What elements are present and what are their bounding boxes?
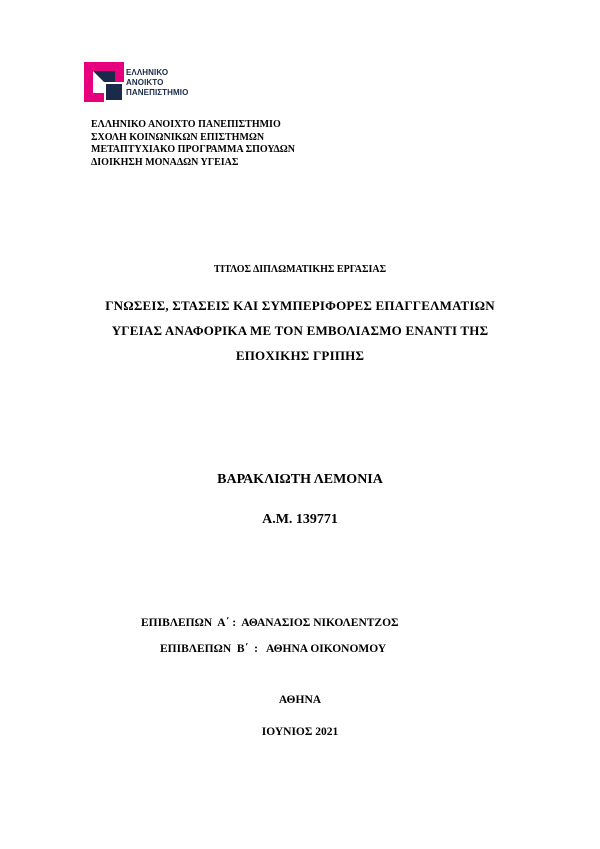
logo-line: ΠΑΝΕΠΙΣΤΗΜΙΟ — [126, 88, 189, 97]
thesis-title-line: ΓΝΩΣΕΙΣ, ΣΤΑΣΕΙΣ ΚΑΙ ΣΥΜΠΕΡΙΦΟΡΕΣ ΕΠΑΓΓΕΛΜΑΤΙΩΝ — [105, 298, 495, 313]
logo-wordmark — [126, 68, 188, 98]
supervisor-b: ΕΠΙΒΛΕΠΩΝ Β΄ : ΑΘΗΝΑ ΟΙΚΟΝΟΜΟΥ — [160, 643, 387, 655]
thesis-title-line: ΕΠΟΧΙΚΗΣ ΓΡΙΠΗΣ — [235, 348, 365, 363]
logo-line: ΑΝΟΙΚΤΟ — [126, 78, 164, 87]
supervisor-a: ΕΠΙΒΛΕΠΩΝ Α΄ : ΑΘΑΝΑΣΙΟΣ ΝΙΚΟΛΕΝΤΖΟΣ — [141, 617, 399, 629]
logo-line: ΕΛΛΗΝΙΚΟ — [126, 68, 169, 77]
institution-specialization: ΔΙΟΙΚΗΣΗ ΜΟΝΑΔΩΝ ΥΓΕΙΑΣ — [91, 156, 239, 168]
author-name: ΒΑΡΑΚΛΙΩΤΗ ΛΕΜΟΝΙΑ — [217, 472, 383, 487]
student-id: Α.Μ. 139771 — [262, 512, 338, 527]
thesis-title-line: ΥΓΕΙΑΣ ΑΝΑΦΟΡΙΚΑ ΜΕ ΤΟΝ ΕΜΒΟΛΙΑΣΜΟ ΕΝΑΝΤΙ ΤΗΣ — [111, 323, 489, 338]
institution-university: ΕΛΛΗΝΙΚΟ ΑΝΟΙΧΤΟ ΠΑΝΕΠΙΣΤΗΜΙΟ — [91, 119, 281, 130]
city: ΑΘΗΝΑ — [278, 694, 322, 706]
submission-date: ΙΟΥΝΙΟΣ 2021 — [261, 726, 339, 738]
institution-school: ΣΧΟΛΗ ΚΟΙΝΩΝΙΚΩΝ ΕΠΙΣΤΗΜΩΝ — [91, 131, 265, 143]
thesis-title-label: ΤΙΤΛΟΣ ΔΙΠΛΩΜΑΤΙΚΗΣ ΕΡΓΑΣΙΑΣ — [213, 264, 387, 275]
university-logo — [84, 62, 214, 106]
supervisors-block — [0, 610, 600, 662]
eap-logo-icon — [84, 62, 124, 102]
institution-block — [91, 119, 295, 169]
thesis-title — [0, 293, 600, 368]
institution-program: ΜΕΤΑΠΤΥΧΙΑΚΟ ΠΡΟΓΡΑΜΜΑ ΣΠΟΥΔΩΝ — [91, 144, 295, 155]
